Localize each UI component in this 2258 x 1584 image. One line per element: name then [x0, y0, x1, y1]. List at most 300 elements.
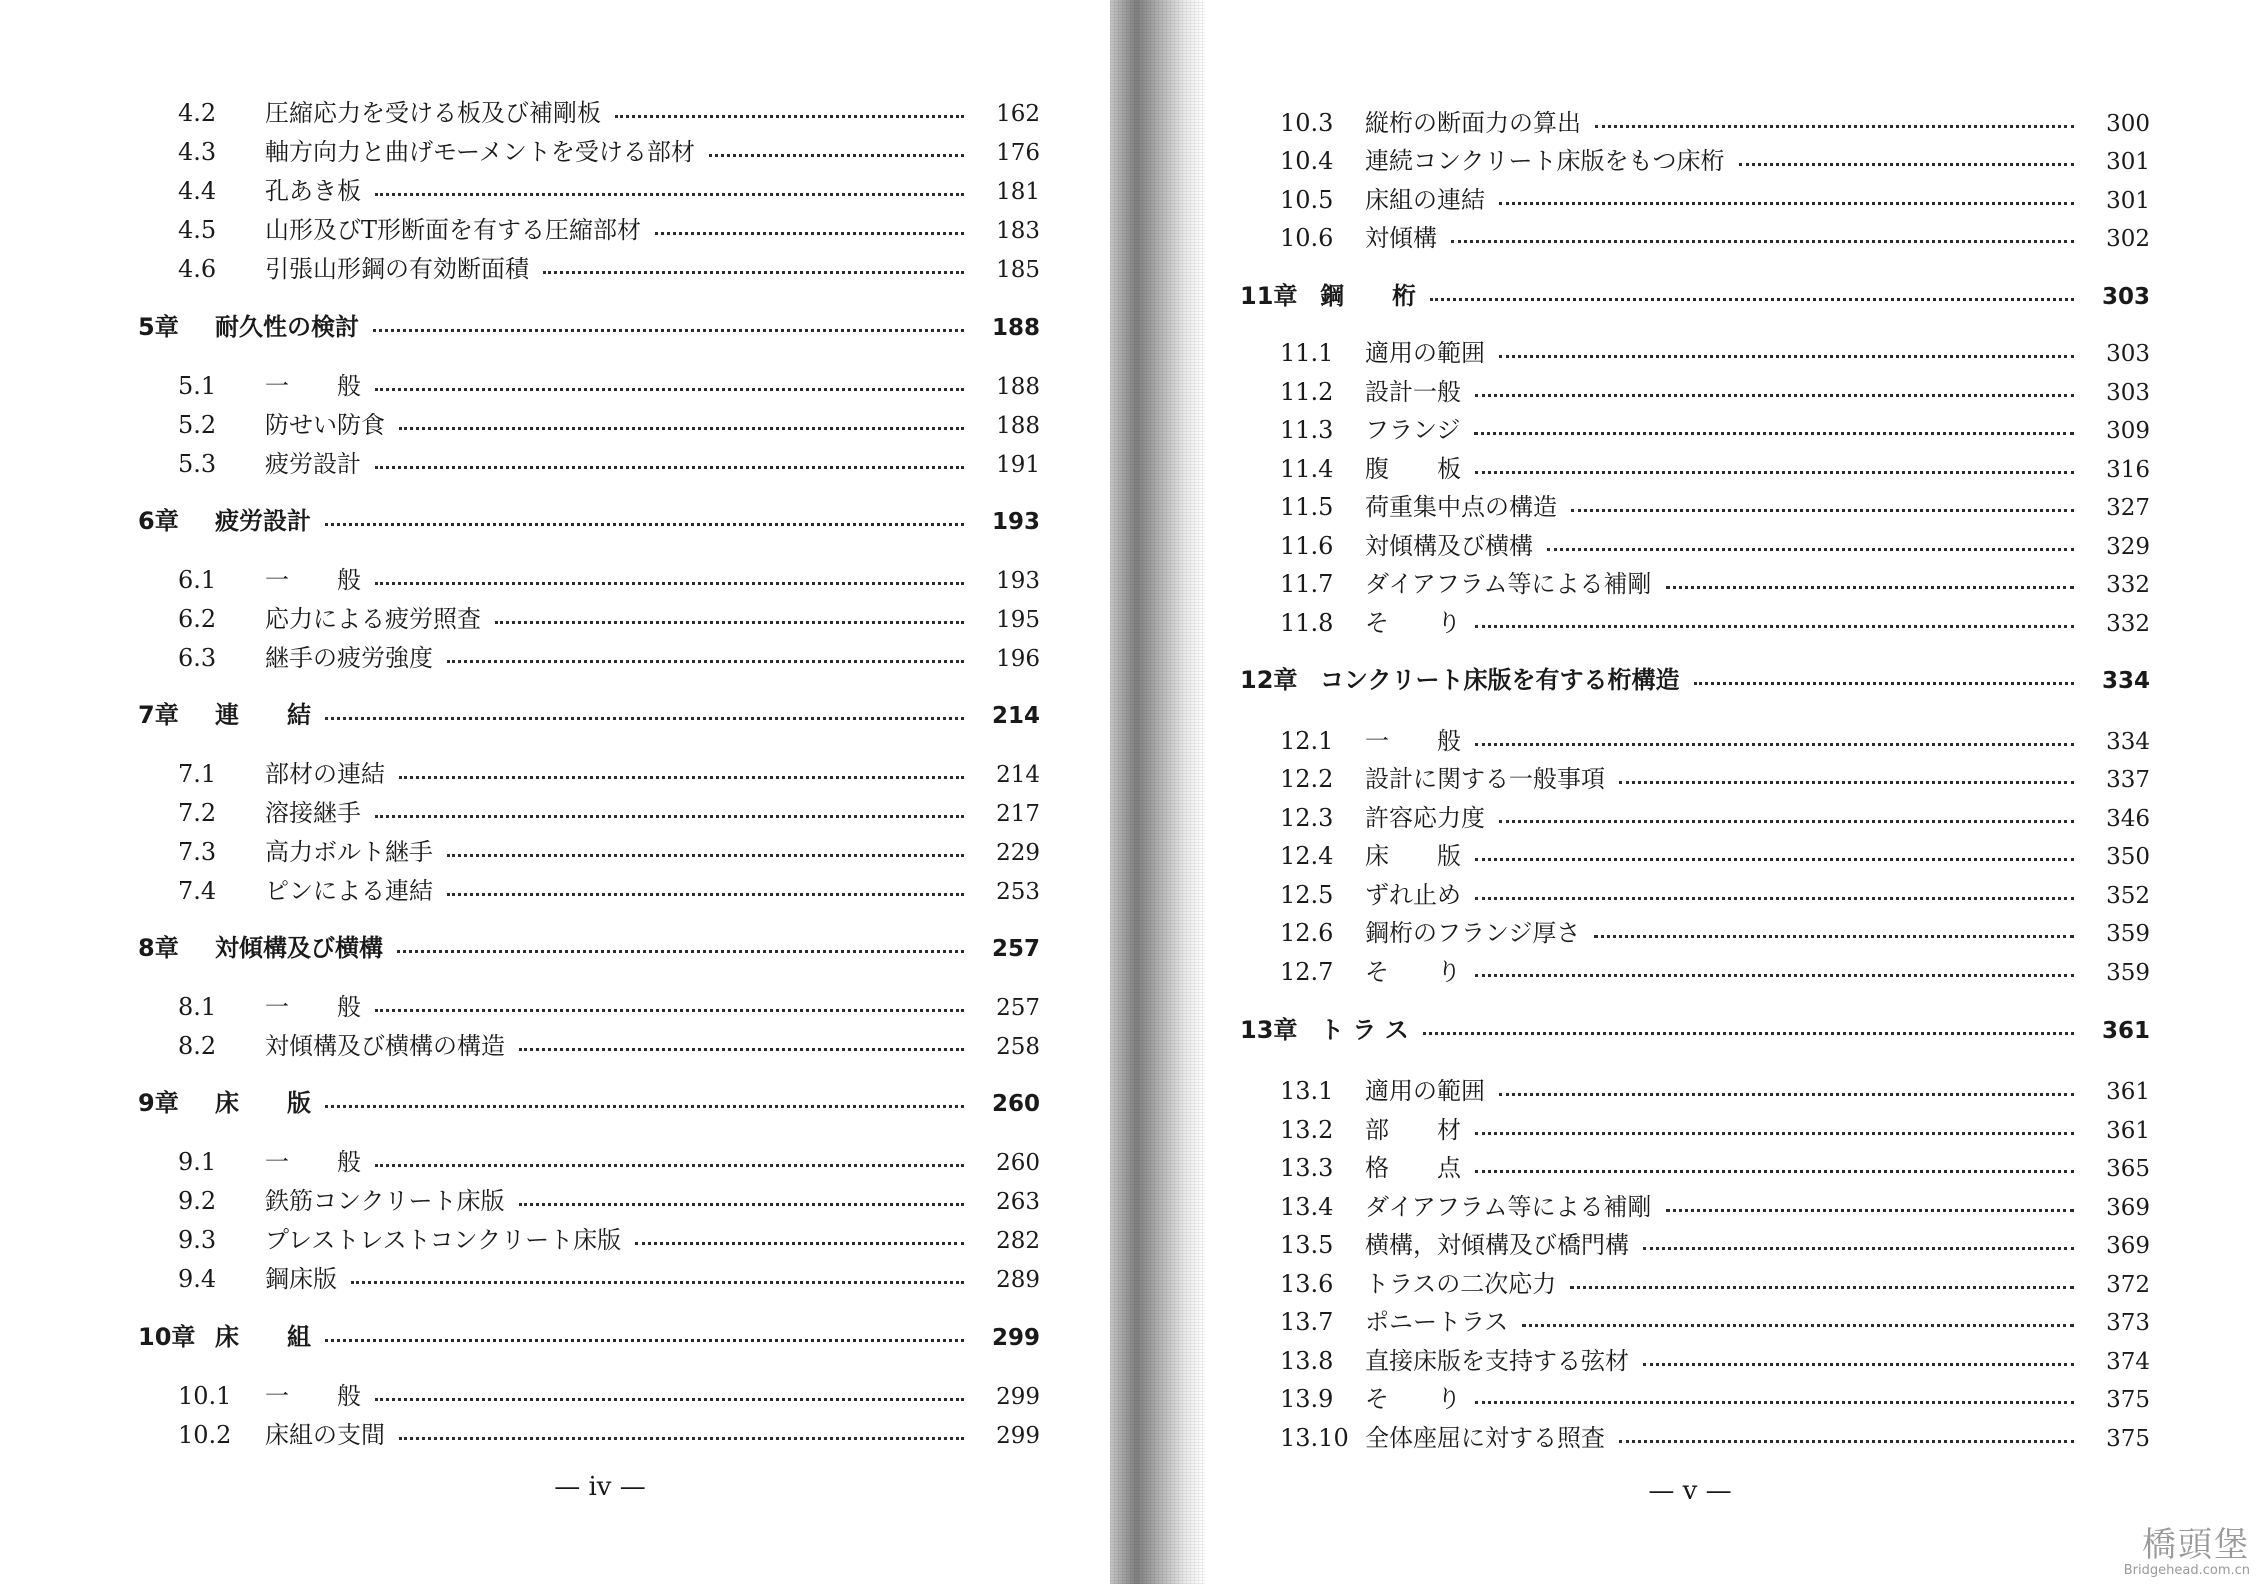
toc-dot-leader — [1643, 1247, 2074, 1250]
toc-entry-title: 床組の連結 — [1365, 186, 1485, 214]
toc-page-number: 369 — [2106, 1233, 2150, 1259]
toc-page-number: 334 — [2106, 729, 2150, 755]
toc-entry-title: 継手の疲労強度 — [265, 644, 433, 672]
toc-entry-title: 格 点 — [1365, 1154, 1461, 1182]
toc-page-number: 183 — [996, 218, 1040, 244]
toc-entry-title: 鋼桁のフランジ厚さ — [1365, 919, 1581, 947]
toc-page-number: 302 — [2106, 226, 2150, 252]
toc-section-entry — [178, 215, 1040, 246]
toc-entry-number: 8章 — [138, 934, 179, 962]
toc-dot-leader — [1451, 240, 2074, 243]
toc-page-number: 327 — [2106, 495, 2150, 521]
toc-chapter-entry — [1240, 665, 2150, 696]
toc-dot-leader — [1475, 974, 2074, 977]
toc-page-number: 300 — [2106, 111, 2150, 137]
toc-page-number: 214 — [991, 703, 1040, 729]
toc-entry-number: 4.5 — [178, 216, 217, 244]
toc-entry-title: ポニートラス — [1365, 1308, 1509, 1336]
toc-page-number: 332 — [2106, 572, 2150, 598]
toc-dot-leader — [399, 1437, 964, 1440]
toc-section-entry — [1280, 803, 2150, 834]
toc-entry-number: 13.5 — [1280, 1231, 1334, 1259]
toc-entry-number: 11.1 — [1280, 339, 1334, 367]
toc-entry-title: 許容応力度 — [1365, 804, 1485, 832]
toc-entry-title: 疲労設計 — [215, 507, 311, 535]
toc-dot-leader — [1619, 781, 2074, 784]
toc-entry-number: 10.3 — [1280, 109, 1334, 137]
toc-section-entry — [178, 254, 1040, 285]
toc-section-entry — [178, 1147, 1040, 1178]
toc-entry-title: トラスの二次応力 — [1365, 1270, 1557, 1298]
toc-page-number: 196 — [996, 646, 1040, 672]
toc-page-number: 181 — [996, 179, 1040, 205]
toc-entry-title: 孔あき板 — [265, 177, 361, 205]
toc-dot-leader — [1522, 1324, 2074, 1327]
toc-entry-number: 12.7 — [1280, 958, 1334, 986]
toc-entry-title: 耐久性の検討 — [215, 313, 359, 341]
right-page-number: — v — — [1648, 1476, 1732, 1506]
toc-section-entry — [178, 643, 1040, 674]
toc-dot-leader — [1475, 471, 2074, 474]
toc-entry-title: 荷重集中点の構造 — [1365, 493, 1557, 521]
toc-section-entry — [178, 565, 1040, 596]
toc-section-entry — [178, 137, 1040, 168]
toc-dot-leader — [543, 271, 964, 274]
toc-entry-number: 6.2 — [178, 605, 217, 633]
toc-entry-title: 圧縮応力を受ける板及び補剛板 — [265, 99, 601, 127]
toc-entry-number: 13.2 — [1280, 1116, 1334, 1144]
toc-page-number: 373 — [2106, 1310, 2150, 1336]
toc-entry-number: 11.4 — [1280, 455, 1334, 483]
toc-section-entry — [1280, 108, 2150, 139]
toc-dot-leader — [1499, 355, 2074, 358]
toc-entry-title: ダイアフラム等による補剛 — [1365, 1193, 1652, 1221]
toc-dot-leader — [615, 115, 964, 118]
toc-entry-number: 4.6 — [178, 255, 217, 283]
toc-page-number: 260 — [996, 1150, 1040, 1176]
toc-page-number: 229 — [996, 840, 1040, 866]
toc-dot-leader — [351, 1281, 964, 1284]
left-page-number: — iv — — [554, 1472, 646, 1502]
toc-entry-number: 10.1 — [178, 1382, 232, 1410]
toc-entry-title: 鋼 桁 — [1320, 282, 1416, 310]
toc-dot-leader — [399, 776, 964, 779]
toc-page-number: 258 — [996, 1034, 1040, 1060]
toc-dot-leader — [1475, 858, 2074, 861]
toc-entry-number: 13.7 — [1280, 1308, 1334, 1336]
toc-entry-title: 引張山形鋼の有効断面積 — [265, 255, 529, 283]
toc-page-number: 188 — [991, 315, 1040, 341]
toc-chapter-entry — [138, 312, 1040, 343]
toc-chapter-entry — [138, 700, 1040, 731]
toc-dot-leader — [399, 427, 964, 430]
toc-entry-title: 鉄筋コンクリート床版 — [265, 1187, 505, 1215]
toc-entry-title: 連続コンクリート床版をもつ床桁 — [1365, 147, 1725, 175]
toc-entry-number: 7.4 — [178, 877, 217, 905]
toc-entry-title: ト ラ ス — [1320, 1016, 1409, 1044]
toc-page-number: 316 — [2106, 457, 2150, 483]
toc-section-entry — [178, 1225, 1040, 1256]
toc-entry-number: 9.1 — [178, 1148, 217, 1176]
toc-entry-title: 一 般 — [265, 993, 361, 1021]
toc-chapter-entry — [138, 1322, 1040, 1353]
toc-entry-number: 8.2 — [178, 1032, 217, 1060]
toc-page-number: 332 — [2106, 611, 2150, 637]
toc-entry-title: そ り — [1365, 1385, 1461, 1413]
toc-entry-title: そ り — [1365, 958, 1461, 986]
toc-entry-number: 12章 — [1240, 666, 1298, 694]
toc-page-number: 257 — [991, 936, 1040, 962]
toc-page-number: 365 — [2106, 1156, 2150, 1182]
toc-dot-leader — [1619, 1440, 2074, 1443]
toc-section-entry — [178, 176, 1040, 207]
toc-section-entry — [178, 876, 1040, 907]
toc-dot-leader — [1499, 202, 2074, 205]
toc-section-entry — [1280, 1307, 2150, 1338]
toc-section-entry — [1280, 1230, 2150, 1261]
toc-page-number: 361 — [2106, 1079, 2150, 1105]
toc-dot-leader — [1547, 548, 2074, 551]
left-page — [0, 0, 1110, 1584]
toc-entry-title: 床 版 — [215, 1089, 311, 1117]
toc-section-entry — [1280, 1192, 2150, 1223]
toc-page-number: 309 — [2106, 418, 2150, 444]
toc-entry-number: 5.2 — [178, 411, 217, 439]
toc-page-number: 361 — [2106, 1118, 2150, 1144]
toc-entry-title: 疲労設計 — [265, 450, 361, 478]
toc-section-entry — [1280, 1423, 2150, 1454]
toc-entry-number: 11.6 — [1280, 532, 1334, 560]
toc-section-entry — [1280, 918, 2150, 949]
toc-dot-leader — [519, 1203, 964, 1206]
toc-entry-title: 横構，対傾構及び橋門構 — [1365, 1231, 1629, 1259]
toc-page-number: 193 — [991, 509, 1040, 535]
toc-section-entry — [1280, 531, 2150, 562]
toc-dot-leader — [1499, 820, 2074, 823]
toc-dot-leader — [635, 1242, 964, 1245]
toc-entry-title: 直接床版を支持する弦材 — [1365, 1347, 1629, 1375]
toc-section-entry — [1280, 454, 2150, 485]
toc-section-entry — [1280, 338, 2150, 369]
toc-dot-leader — [519, 1048, 964, 1051]
toc-dot-leader — [495, 621, 964, 624]
toc-dot-leader — [375, 1164, 964, 1167]
toc-entry-title: コンクリート床版を有する桁構造 — [1320, 666, 1680, 694]
toc-entry-number: 9章 — [138, 1089, 179, 1117]
toc-dot-leader — [1475, 897, 2074, 900]
toc-entry-number: 9.2 — [178, 1187, 217, 1215]
toc-chapter-entry — [1240, 281, 2150, 312]
toc-dot-leader — [375, 466, 964, 469]
toc-dot-leader — [375, 582, 964, 585]
toc-entry-title: 連 結 — [215, 701, 311, 729]
toc-section-entry — [1280, 377, 2150, 408]
toc-entry-number: 13.9 — [1280, 1385, 1334, 1413]
toc-page-number: 191 — [996, 452, 1040, 478]
toc-page-number: 303 — [2101, 284, 2150, 310]
toc-entry-title: 床組の支間 — [265, 1421, 385, 1449]
toc-entry-number: 5章 — [138, 313, 179, 341]
toc-entry-number: 12.4 — [1280, 842, 1334, 870]
toc-page-number: 188 — [996, 413, 1040, 439]
toc-dot-leader — [325, 523, 964, 526]
toc-dot-leader — [1643, 1363, 2074, 1366]
toc-entry-title: プレストレストコンクリート床版 — [265, 1226, 622, 1254]
toc-section-entry — [1280, 223, 2150, 254]
toc-entry-number: 4.2 — [178, 99, 217, 127]
toc-page-number: 346 — [2106, 806, 2150, 832]
toc-entry-title: 対傾構及び横構の構造 — [265, 1032, 505, 1060]
toc-entry-number: 13章 — [1240, 1016, 1298, 1044]
toc-entry-number: 10.6 — [1280, 224, 1334, 252]
toc-chapter-entry — [138, 1088, 1040, 1119]
toc-page-number: 359 — [2106, 921, 2150, 947]
toc-page-number: 375 — [2106, 1426, 2150, 1452]
toc-section-entry — [1280, 1153, 2150, 1184]
toc-dot-leader — [1475, 1170, 2074, 1173]
toc-dot-leader — [1423, 1032, 2074, 1035]
toc-page-number: 303 — [2106, 341, 2150, 367]
toc-section-entry — [1280, 146, 2150, 177]
toc-entry-number: 9.3 — [178, 1226, 217, 1254]
toc-section-entry — [1280, 492, 2150, 523]
toc-section-entry — [1280, 841, 2150, 872]
right-page — [1110, 0, 2258, 1584]
watermark-logo-text: 橋頭堡 — [2142, 1525, 2250, 1565]
toc-entry-title: 床 組 — [215, 1323, 311, 1351]
toc-dot-leader — [1430, 298, 2074, 301]
toc-entry-title: ずれ止め — [1365, 881, 1461, 909]
toc-dot-leader — [447, 854, 964, 857]
toc-section-entry — [1280, 1269, 2150, 1300]
toc-entry-title: 応力による疲労照査 — [265, 605, 481, 633]
toc-page-number: 350 — [2106, 844, 2150, 870]
toc-page-number: 257 — [996, 995, 1040, 1021]
toc-section-entry — [1280, 608, 2150, 639]
toc-page-number: 162 — [996, 101, 1040, 127]
toc-dot-leader — [325, 1105, 964, 1108]
toc-page-number: 375 — [2106, 1387, 2150, 1413]
toc-entry-number: 11.3 — [1280, 416, 1334, 444]
toc-section-entry — [1280, 569, 2150, 600]
toc-dot-leader — [447, 893, 964, 896]
toc-dot-leader — [1475, 1401, 2074, 1404]
toc-entry-number: 7章 — [138, 701, 179, 729]
toc-dot-leader — [375, 1398, 964, 1401]
toc-entry-title: 対傾構 — [1365, 224, 1437, 252]
toc-section-entry — [178, 410, 1040, 441]
toc-page-number: 282 — [996, 1228, 1040, 1254]
toc-entry-title: 全体座屈に対する照査 — [1365, 1424, 1605, 1452]
toc-dot-leader — [1571, 509, 2074, 512]
toc-entry-title: 腹 板 — [1365, 455, 1461, 483]
toc-section-entry — [1280, 1346, 2150, 1377]
toc-entry-number: 12.6 — [1280, 919, 1334, 947]
toc-entry-number: 11.2 — [1280, 378, 1334, 406]
toc-entry-title: 一 般 — [265, 1382, 361, 1410]
toc-page-number: 299 — [991, 1325, 1040, 1351]
toc-page-number: 260 — [991, 1091, 1040, 1117]
toc-page-number: 253 — [996, 879, 1040, 905]
toc-page-number: 301 — [2106, 149, 2150, 175]
toc-entry-title: 防せい防食 — [265, 411, 385, 439]
toc-entry-number: 4.3 — [178, 138, 217, 166]
toc-section-entry — [178, 759, 1040, 790]
toc-entry-number: 13.3 — [1280, 1154, 1334, 1182]
toc-entry-number: 13.4 — [1280, 1193, 1334, 1221]
toc-section-entry — [178, 837, 1040, 868]
toc-entry-number: 12.1 — [1280, 727, 1334, 755]
toc-dot-leader — [1594, 935, 2074, 938]
watermark-url: Bridgehead.com.cn — [2123, 1563, 2250, 1578]
toc-section-entry — [1280, 185, 2150, 216]
toc-page-number: 188 — [996, 374, 1040, 400]
toc-entry-number: 13.6 — [1280, 1270, 1334, 1298]
toc-page-number: 369 — [2106, 1195, 2150, 1221]
toc-entry-title: 設計一般 — [1365, 378, 1461, 406]
toc-dot-leader — [325, 717, 964, 720]
toc-section-entry — [178, 798, 1040, 829]
toc-entry-number: 5.1 — [178, 372, 217, 400]
toc-chapter-entry — [138, 933, 1040, 964]
toc-entry-number: 12.2 — [1280, 765, 1334, 793]
toc-entry-number: 5.3 — [178, 450, 217, 478]
toc-entry-title: 一 般 — [265, 1148, 361, 1176]
toc-dot-leader — [1499, 1093, 2074, 1096]
toc-entry-number: 13.8 — [1280, 1347, 1334, 1375]
toc-dot-leader — [655, 232, 964, 235]
toc-entry-title: 対傾構及び横構 — [215, 934, 383, 962]
toc-page-number: 337 — [2106, 767, 2150, 793]
toc-page-number: 374 — [2106, 1349, 2150, 1375]
toc-chapter-entry — [1240, 1015, 2150, 1046]
toc-page-number: 299 — [996, 1423, 1040, 1449]
toc-page-number: 329 — [2106, 534, 2150, 560]
toc-dot-leader — [375, 388, 964, 391]
toc-dot-leader — [375, 193, 964, 196]
toc-entry-title: 適用の範囲 — [1365, 339, 1485, 367]
watermark — [2124, 1527, 2250, 1578]
toc-page-number: 263 — [996, 1189, 1040, 1215]
toc-section-entry — [1280, 764, 2150, 795]
toc-page-number: 301 — [2106, 188, 2150, 214]
toc-entry-number: 9.4 — [178, 1265, 217, 1293]
toc-page-number: 299 — [996, 1384, 1040, 1410]
toc-entry-number: 12.3 — [1280, 804, 1334, 832]
toc-entry-number: 13.10 — [1280, 1424, 1349, 1452]
toc-entry-number: 11.7 — [1280, 570, 1334, 598]
toc-page-number: 193 — [996, 568, 1040, 594]
toc-page-number: 217 — [996, 801, 1040, 827]
toc-dot-leader — [1475, 743, 2074, 746]
toc-page-number: 185 — [996, 257, 1040, 283]
toc-entry-title: 鋼床版 — [265, 1265, 337, 1293]
toc-section-entry — [178, 1264, 1040, 1295]
toc-page-number: 334 — [2101, 668, 2150, 694]
toc-section-entry — [178, 1381, 1040, 1412]
toc-entry-number: 4.4 — [178, 177, 217, 205]
toc-entry-title: 部 材 — [1365, 1116, 1461, 1144]
toc-section-entry — [178, 992, 1040, 1023]
toc-entry-number: 6章 — [138, 507, 179, 535]
toc-section-entry — [1280, 1076, 2150, 1107]
toc-dot-leader — [1474, 432, 2074, 435]
toc-entry-number: 10.5 — [1280, 186, 1334, 214]
toc-entry-title: 一 般 — [265, 566, 361, 594]
toc-dot-leader — [375, 815, 964, 818]
toc-dot-leader — [1475, 394, 2074, 397]
toc-entry-number: 6.3 — [178, 644, 217, 672]
toc-page-number: 214 — [996, 762, 1040, 788]
toc-section-entry — [178, 449, 1040, 480]
toc-entry-title: 一 般 — [265, 372, 361, 400]
toc-entry-title: ピンによる連結 — [265, 877, 433, 905]
toc-dot-leader — [1570, 1286, 2074, 1289]
toc-entry-number: 7.2 — [178, 799, 217, 827]
toc-page-number: 195 — [996, 607, 1040, 633]
toc-entry-title: 溶接継手 — [265, 799, 361, 827]
toc-dot-leader — [1475, 1132, 2074, 1135]
toc-section-entry — [178, 1186, 1040, 1217]
toc-page-number: 359 — [2106, 960, 2150, 986]
toc-dot-leader — [1475, 625, 2074, 628]
toc-dot-leader — [1666, 1209, 2074, 1212]
toc-entry-number: 12.5 — [1280, 881, 1334, 909]
toc-entry-number: 13.1 — [1280, 1077, 1334, 1105]
toc-section-entry — [1280, 1115, 2150, 1146]
toc-entry-title: 床 版 — [1365, 842, 1461, 870]
toc-entry-title: 山形及びT形断面を有する圧縮部材 — [265, 216, 642, 244]
toc-dot-leader — [1595, 125, 2074, 128]
toc-section-entry — [178, 98, 1040, 129]
toc-entry-title: 対傾構及び横構 — [1365, 532, 1533, 560]
toc-entry-number: 8.1 — [178, 993, 217, 1021]
toc-entry-number: 11.8 — [1280, 609, 1334, 637]
toc-section-entry — [1280, 415, 2150, 446]
toc-entry-title: 部材の連結 — [265, 760, 385, 788]
toc-section-entry — [178, 1420, 1040, 1451]
toc-page-number: 361 — [2101, 1018, 2150, 1044]
toc-page-number: 289 — [996, 1267, 1040, 1293]
toc-entry-title: ダイアフラム等による補剛 — [1365, 570, 1652, 598]
toc-dot-leader — [1694, 682, 2074, 685]
toc-dot-leader — [447, 660, 964, 663]
toc-entry-title: そ り — [1365, 609, 1461, 637]
toc-entry-title: 高力ボルト継手 — [265, 838, 433, 866]
toc-page-number: 176 — [996, 140, 1040, 166]
toc-entry-number: 7.1 — [178, 760, 217, 788]
toc-page-number: 372 — [2106, 1272, 2150, 1298]
toc-entry-number: 10章 — [138, 1323, 196, 1351]
toc-page-number: 303 — [2106, 380, 2150, 406]
toc-dot-leader — [709, 154, 964, 157]
toc-section-entry — [178, 1031, 1040, 1062]
toc-entry-title: 一 般 — [1365, 727, 1461, 755]
toc-dot-leader — [1666, 586, 2074, 589]
toc-dot-leader — [397, 950, 964, 953]
toc-section-entry — [1280, 726, 2150, 757]
toc-entry-title: 設計に関する一般事項 — [1365, 765, 1605, 793]
toc-chapter-entry — [138, 506, 1040, 537]
toc-entry-title: フランジ — [1365, 416, 1461, 444]
toc-section-entry — [178, 371, 1040, 402]
toc-entry-number: 11章 — [1240, 282, 1298, 310]
toc-entry-number: 7.3 — [178, 838, 217, 866]
toc-entry-number: 11.5 — [1280, 493, 1334, 521]
toc-entry-number: 10.2 — [178, 1421, 232, 1449]
toc-section-entry — [178, 604, 1040, 635]
toc-entry-title: 適用の範囲 — [1365, 1077, 1485, 1105]
